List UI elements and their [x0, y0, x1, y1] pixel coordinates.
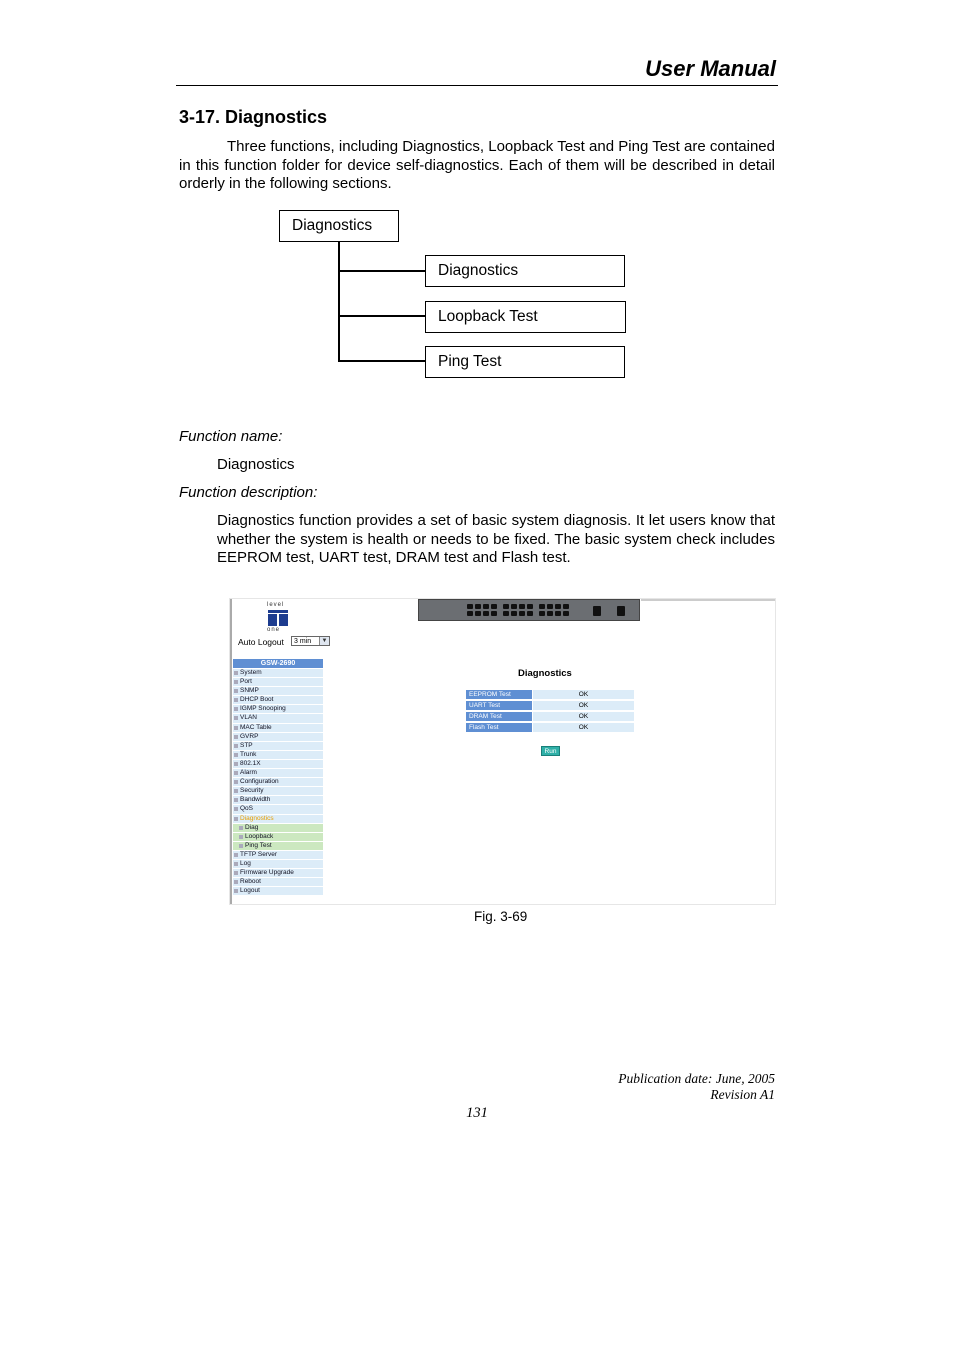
- tree-root-box: Diagnostics: [279, 210, 399, 242]
- test-name: DRAM Test: [466, 712, 532, 721]
- sidebar-item-tftp-server[interactable]: TFTP Server: [233, 851, 323, 860]
- header-title: User Manual: [645, 56, 776, 81]
- logo-text-top: level: [267, 602, 285, 608]
- chevron-down-icon[interactable]: ▼: [319, 637, 329, 645]
- sidebar-item-dhcp-boot[interactable]: DHCP Boot: [233, 696, 323, 705]
- sidebar-item-bandwidth[interactable]: Bandwidth: [233, 796, 323, 805]
- logo-block: [268, 614, 277, 626]
- section-title: 3-17. Diagnostics: [179, 107, 328, 127]
- test-row: [466, 712, 634, 722]
- frame-border: [230, 599, 232, 904]
- test-row: [466, 690, 634, 700]
- tree-branch-line: [338, 360, 426, 362]
- revision: Revision A1: [710, 1087, 775, 1102]
- levelone-logo: [266, 602, 290, 634]
- sidebar-item-configuration[interactable]: Configuration: [233, 778, 323, 787]
- logo-bar: [268, 610, 288, 613]
- sidebar-item-trunk[interactable]: Trunk: [233, 751, 323, 760]
- tree-child-diagnostics: Diagnostics: [425, 255, 625, 287]
- test-result: OK: [533, 690, 634, 699]
- sidebar-item-snmp[interactable]: SNMP: [233, 687, 323, 696]
- page-number: 131: [466, 1105, 488, 1121]
- sidebar-item-gvrp[interactable]: GVRP: [233, 733, 323, 742]
- function-description: Diagnostics function provides a set of basic system diagnosis. It let users know that whether the system is health or needs to be fixed. The basic system check includes EEPROM test, UART test, DRAM test and Flash test.: [217, 512, 775, 566]
- test-result: OK: [533, 723, 634, 732]
- sidebar-item-system[interactable]: System: [233, 669, 323, 678]
- tree-child-ping-test: Ping Test: [425, 346, 625, 378]
- tree-trunk-line: [338, 242, 340, 362]
- tree-branch-line: [338, 315, 426, 317]
- run-button[interactable]: Run: [541, 746, 560, 756]
- sidebar-item-8021x[interactable]: 802.1X: [233, 760, 323, 769]
- test-result: OK: [533, 712, 634, 721]
- test-name: EEPROM Test: [466, 690, 532, 699]
- menu-header: GSW-2690: [233, 659, 323, 668]
- test-result: OK: [533, 701, 634, 710]
- figure-caption: Fig. 3-69: [474, 909, 528, 924]
- switch-panel-image: [418, 599, 640, 621]
- tree-child-loopback-test: Loopback Test: [425, 301, 626, 333]
- sidebar-item-port[interactable]: Port: [233, 678, 323, 687]
- sidebar-item-logout[interactable]: Logout: [233, 887, 323, 896]
- test-row: [466, 723, 634, 733]
- logo-text-bottom: one: [267, 627, 281, 633]
- auto-logout-select[interactable]: [291, 636, 330, 646]
- function-name-label: Function name:: [179, 428, 283, 445]
- sidebar-item-qos[interactable]: QoS: [233, 805, 323, 814]
- sidebar-item-diagnostics[interactable]: Diagnostics: [233, 815, 323, 824]
- auto-logout-value: 3 min: [294, 638, 312, 645]
- function-description-label: Function description:: [179, 484, 318, 501]
- function-name-value: Diagnostics: [217, 456, 295, 473]
- test-name: Flash Test: [466, 723, 532, 732]
- intro-paragraph: Three functions, including Diagnostics, Loopback Test and Ping Test are contained in this function folder for device self-diagnostics. Each of them will be described in detail orderly in the following sections.: [179, 138, 775, 192]
- auto-logout-label: Auto Logout: [238, 637, 284, 647]
- sidebar-subitem-diag[interactable]: Diag: [233, 824, 323, 833]
- web-ui-screenshot: [229, 598, 776, 905]
- tree-branch-line: [338, 270, 426, 272]
- sidebar-subitem-ping-test[interactable]: Ping Test: [233, 842, 323, 851]
- sidebar-item-mac-table[interactable]: MAC Table: [233, 724, 323, 733]
- publication-date: Publication date: June, 2005: [618, 1071, 775, 1086]
- sidebar-menu: [233, 669, 323, 896]
- header-rule: [176, 85, 778, 86]
- test-name: UART Test: [466, 701, 532, 710]
- frame-top-rule: [641, 599, 775, 601]
- sidebar-item-firmware-upgrade[interactable]: Firmware Upgrade: [233, 869, 323, 878]
- sidebar-subitem-loopback[interactable]: Loopback: [233, 833, 323, 842]
- logo-block: [279, 614, 288, 626]
- sidebar-item-igmp-snooping[interactable]: IGMP Snooping: [233, 705, 323, 714]
- sidebar-item-log[interactable]: Log: [233, 860, 323, 869]
- sidebar-item-stp[interactable]: STP: [233, 742, 323, 751]
- test-row: [466, 701, 634, 711]
- sidebar-item-vlan[interactable]: VLAN: [233, 714, 323, 723]
- sidebar-item-reboot[interactable]: Reboot: [233, 878, 323, 887]
- sidebar-item-alarm[interactable]: Alarm: [233, 769, 323, 778]
- diagnostics-title: Diagnostics: [518, 668, 572, 679]
- sidebar-item-security[interactable]: Security: [233, 787, 323, 796]
- publication-info: [560, 1071, 775, 1103]
